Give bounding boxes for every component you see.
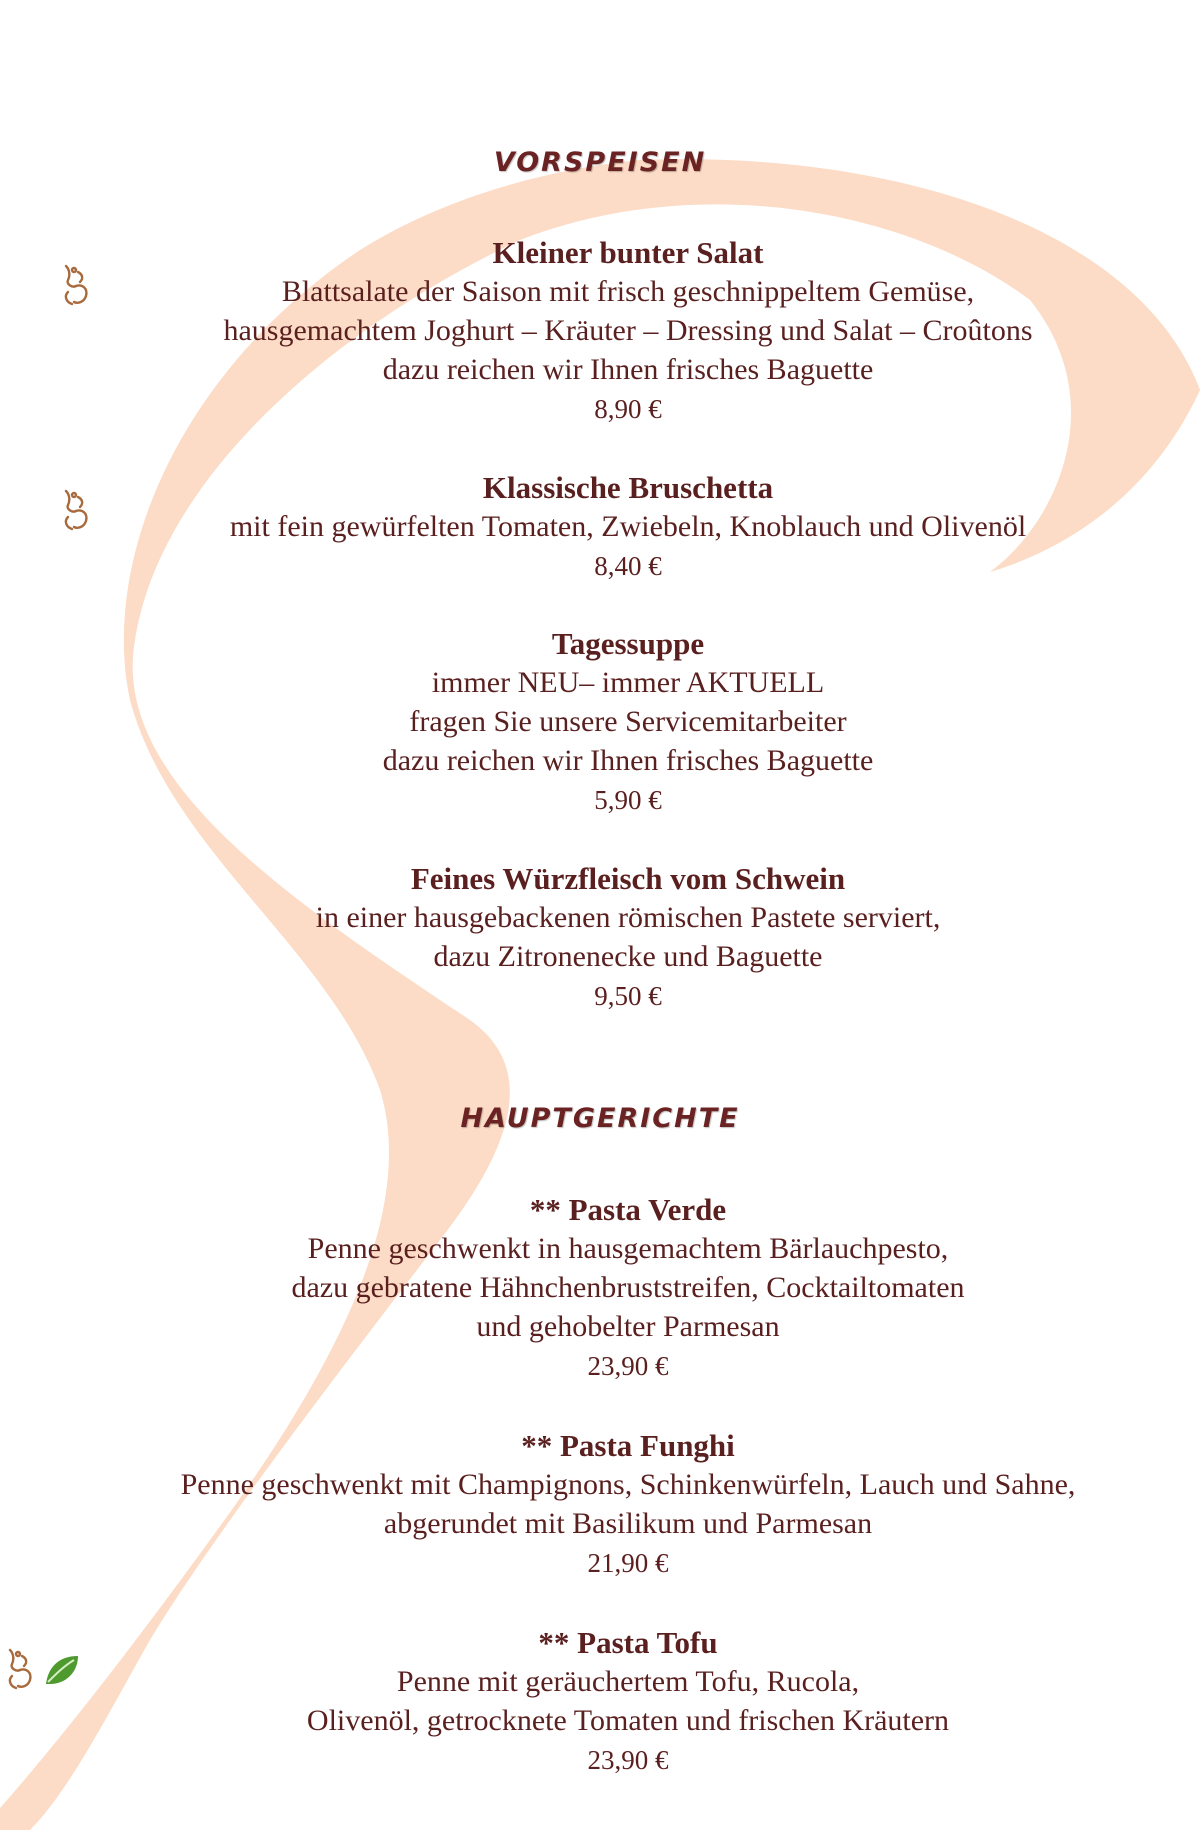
- item-name: Feines Würzfleisch vom Schwein: [410, 861, 846, 896]
- menu-item-klassische-bruschetta: [0, 468, 1200, 586]
- item-name: ** Pasta Tofu: [538, 1625, 718, 1660]
- item-price: 8,40 €: [594, 551, 662, 581]
- item-description-line: dazu gebratene Hähnchenbruststreifen, Cocktailtomaten: [291, 1271, 965, 1304]
- item-description-line: Penne geschwenkt in hausgemachtem Bärlauchpesto,: [307, 1232, 949, 1265]
- menu-item-kleiner-bunter-salat: [0, 233, 1200, 429]
- item-description-line: in einer hausgebackenen römischen Pastete serviert,: [315, 901, 941, 934]
- menu-item-pasta-verde: [0, 1190, 1200, 1386]
- vegetarian-icon: [2, 1646, 40, 1692]
- item-description-line: dazu Zitronenecke und Baguette: [433, 940, 823, 973]
- item-price: 9,50 €: [594, 981, 662, 1011]
- item-description-line: und gehobelter Parmesan: [476, 1310, 780, 1343]
- section-title-hauptgerichte: HAUPTGERICHTE: [460, 1103, 740, 1134]
- item-name: Klassische Bruschetta: [482, 470, 774, 505]
- item-price: 23,90 €: [587, 1351, 669, 1381]
- item-description-line: fragen Sie unsere Servicemitarbeiter: [409, 705, 847, 738]
- item-description-line: immer NEU– immer AKTUELL: [431, 666, 825, 699]
- item-price: 5,90 €: [594, 785, 662, 815]
- item-description-line: dazu reichen wir Ihnen frisches Baguette: [382, 744, 874, 777]
- item-description-line: hausgemachtem Joghurt – Kräuter – Dressing und Salat – Croûtons: [223, 314, 1033, 347]
- menu-item-pasta-funghi: [0, 1426, 1200, 1583]
- vegetarian-icon: [58, 262, 96, 308]
- menu-item-pasta-tofu: [0, 1623, 1200, 1780]
- item-description-line: Penne geschwenkt mit Champignons, Schinkenwürfeln, Lauch und Sahne,: [180, 1468, 1076, 1501]
- item-description-line: mit fein gewürfelten Tomaten, Zwiebeln, Knoblauch und Olivenöl: [229, 510, 1027, 543]
- item-name: Tagessuppe: [551, 626, 705, 661]
- menu-item-feines-wuerzfleisch: [0, 859, 1200, 1016]
- item-description-line: dazu reichen wir Ihnen frisches Baguette: [382, 353, 874, 386]
- section-title-vorspeisen: VORSPEISEN: [493, 147, 707, 178]
- vegetarian-icon: [58, 487, 96, 533]
- item-name: ** Pasta Funghi: [521, 1428, 735, 1463]
- item-price: 21,90 €: [587, 1548, 669, 1578]
- item-name: Kleiner bunter Salat: [492, 235, 764, 270]
- menu-item-tagessuppe: [0, 624, 1200, 820]
- item-name: ** Pasta Verde: [529, 1192, 727, 1227]
- item-description-line: Penne mit geräuchertem Tofu, Rucola,: [396, 1665, 860, 1698]
- item-price: 23,90 €: [587, 1745, 669, 1775]
- item-description-line: Blattsalate der Saison mit frisch geschnippeltem Gemüse,: [281, 275, 975, 308]
- item-description-line: Olivenöl, getrocknete Tomaten und frischen Kräutern: [306, 1704, 950, 1737]
- item-description-line: abgerundet mit Basilikum und Parmesan: [383, 1507, 873, 1540]
- item-price: 8,90 €: [594, 394, 662, 424]
- vegan-leaf-icon: [44, 1654, 80, 1686]
